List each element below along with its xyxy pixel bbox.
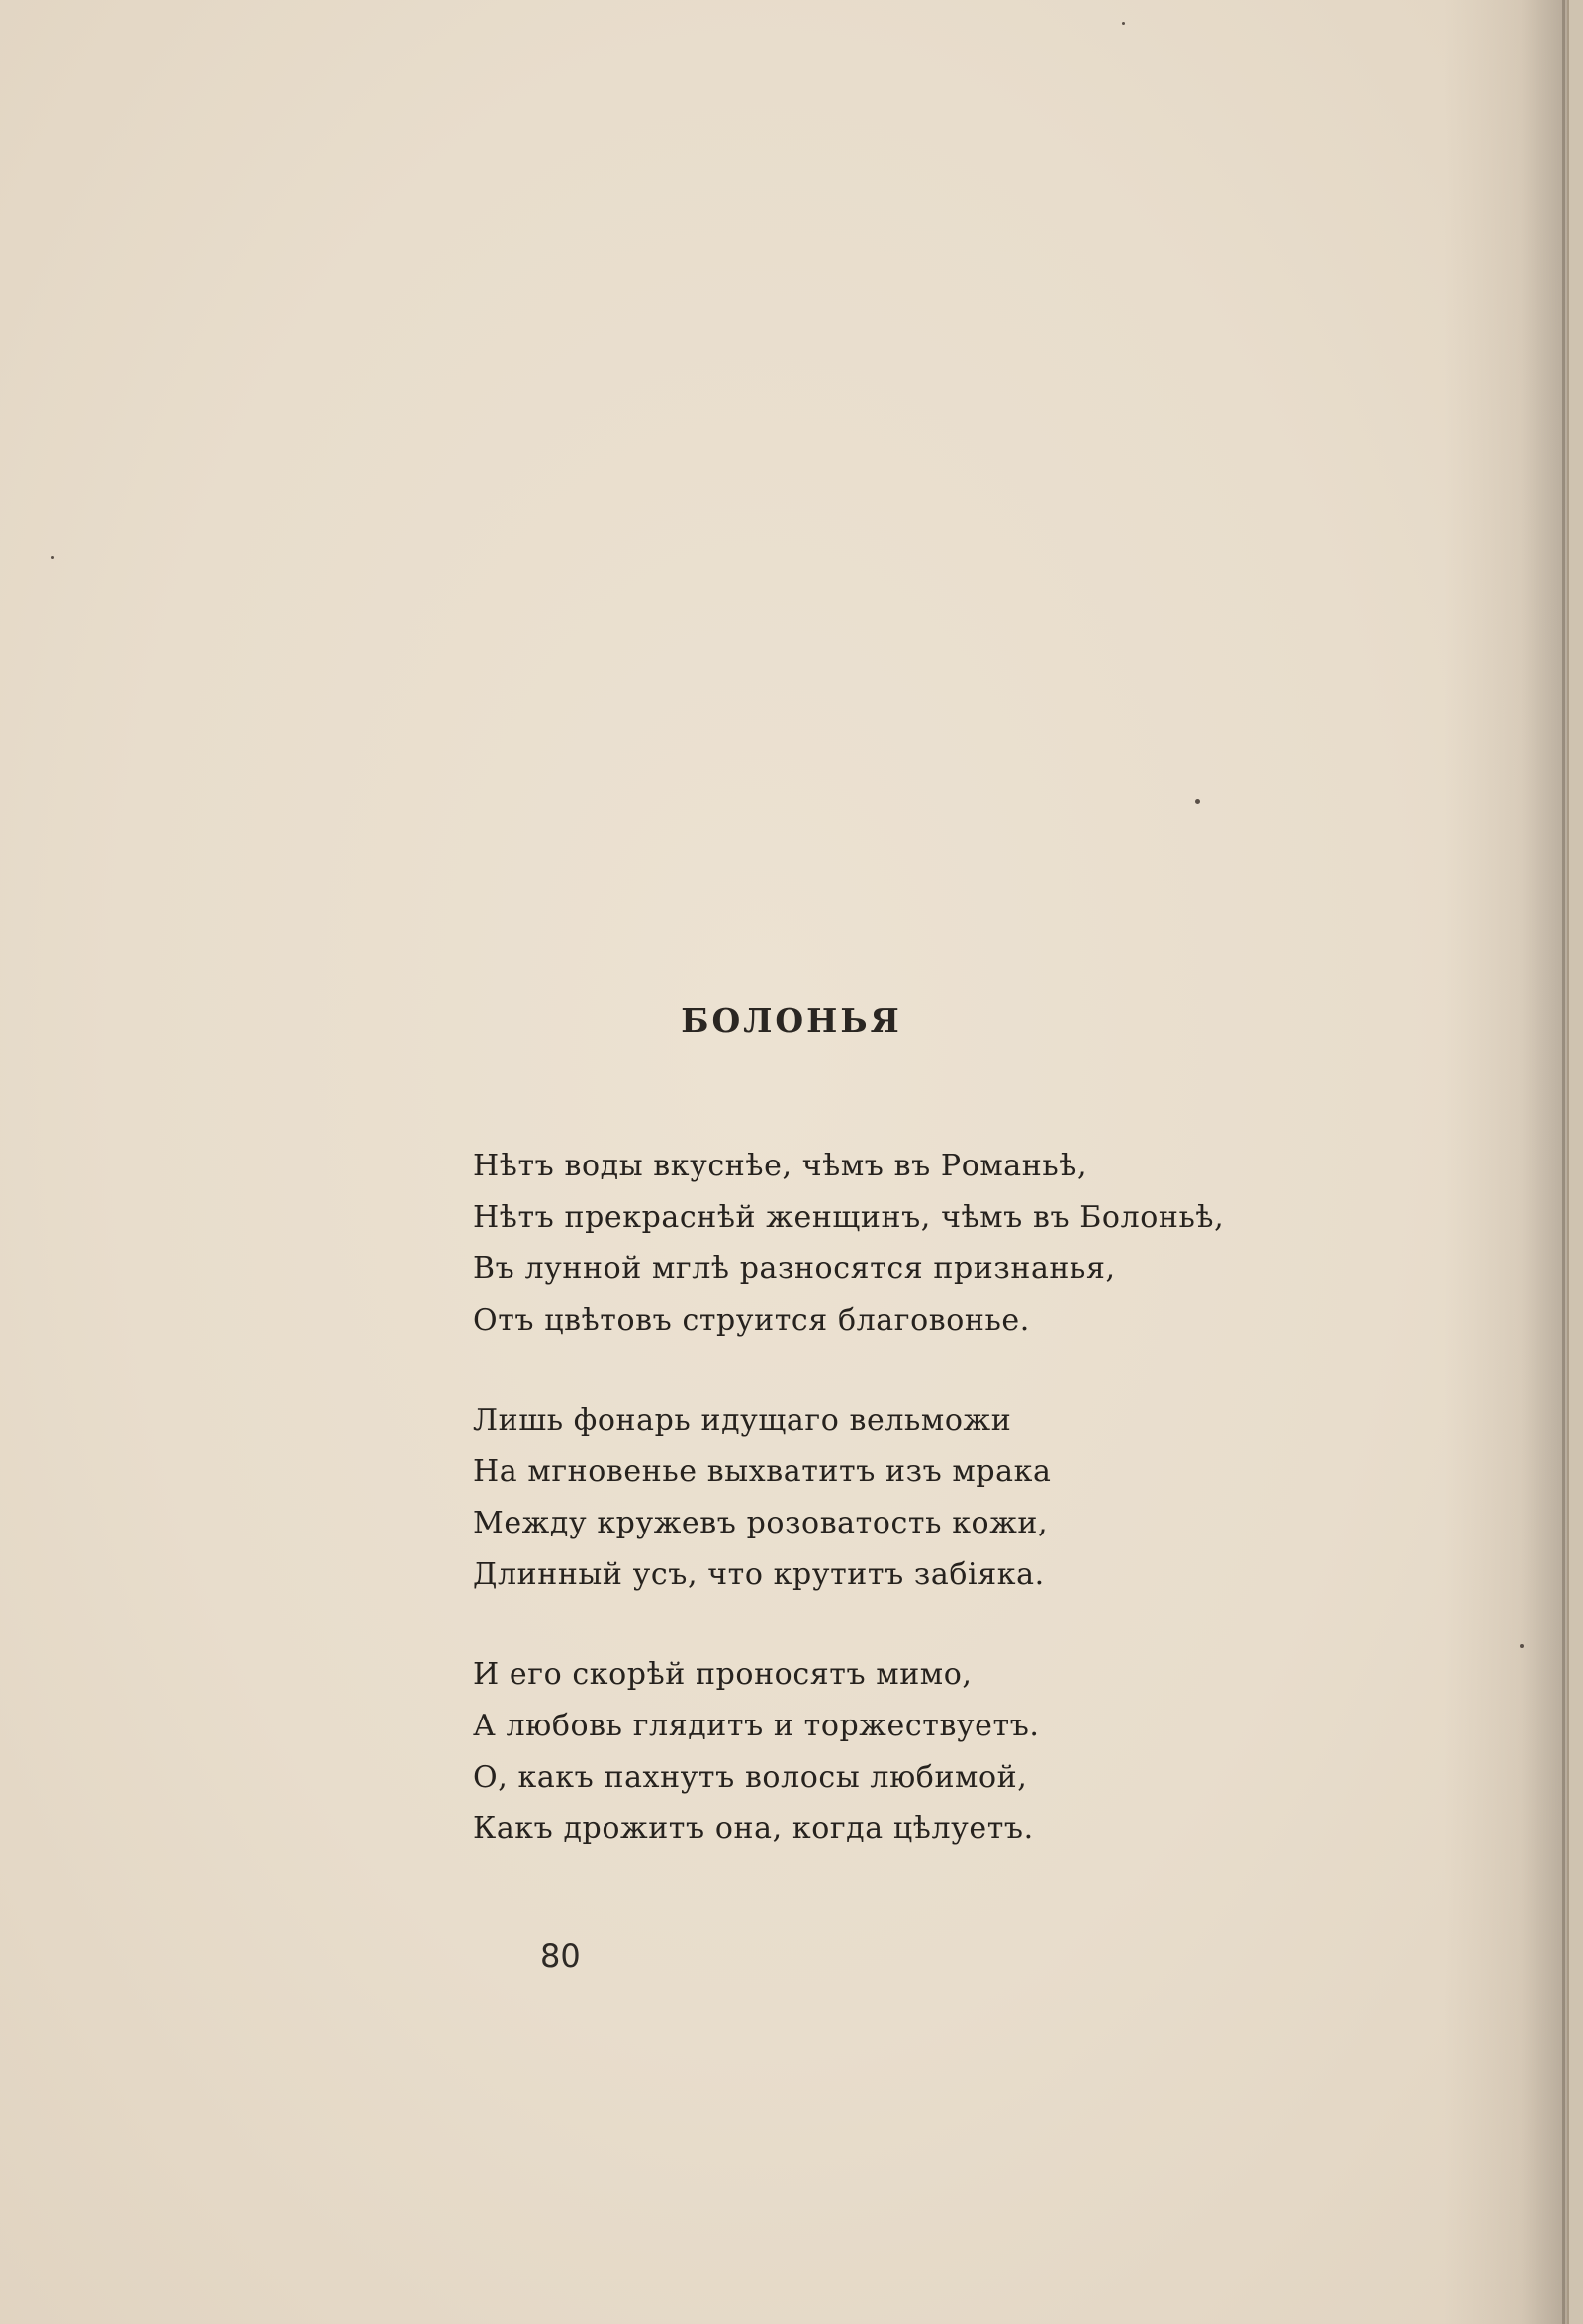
paper-speck bbox=[1520, 1644, 1524, 1648]
paper-speck bbox=[1122, 22, 1125, 25]
poem-line: Нѣтъ воды вкуснѣе, чѣмъ въ Романьѣ, bbox=[473, 1149, 1088, 1183]
page-number: 80 bbox=[540, 1937, 581, 1975]
paper-speck bbox=[1195, 799, 1200, 804]
poem-title: БОЛОНЬЯ bbox=[681, 1001, 902, 1040]
poem-line: Лишь фонарь идущаго вельможи bbox=[473, 1403, 1012, 1438]
poem-line: Нѣтъ прекраснѣй женщинъ, чѣмъ въ Болоньѣ, bbox=[473, 1200, 1225, 1235]
poem-line: Какъ дрожитъ она, когда цѣлуетъ. bbox=[473, 1812, 1034, 1846]
poem-line: Длинный усъ, что крутитъ забіяка. bbox=[473, 1557, 1045, 1592]
poem-line: А любовь глядитъ и торжествуетъ. bbox=[473, 1709, 1040, 1743]
poem-line: Между кружевъ розоватость кожи, bbox=[473, 1506, 1049, 1540]
stanza-3 bbox=[473, 1649, 1423, 1855]
poem-line: Отъ цвѣтовъ струится благовонье. bbox=[473, 1303, 1030, 1338]
stanza-1 bbox=[473, 1141, 1423, 1347]
poem-body bbox=[473, 1141, 1423, 1904]
binding-crease bbox=[1562, 0, 1565, 2324]
poem-line: На мгновенье выхватитъ изъ мрака bbox=[473, 1454, 1052, 1489]
page-edge bbox=[1567, 0, 1583, 2324]
paper-speck bbox=[51, 556, 54, 559]
stanza-2 bbox=[473, 1395, 1423, 1601]
poem-line: И его скорѣй проносятъ мимо, bbox=[473, 1657, 973, 1692]
poem-line: Въ лунной мглѣ разносятся признанья, bbox=[473, 1252, 1116, 1286]
poem-line: О, какъ пахнутъ волосы любимой, bbox=[473, 1760, 1028, 1795]
